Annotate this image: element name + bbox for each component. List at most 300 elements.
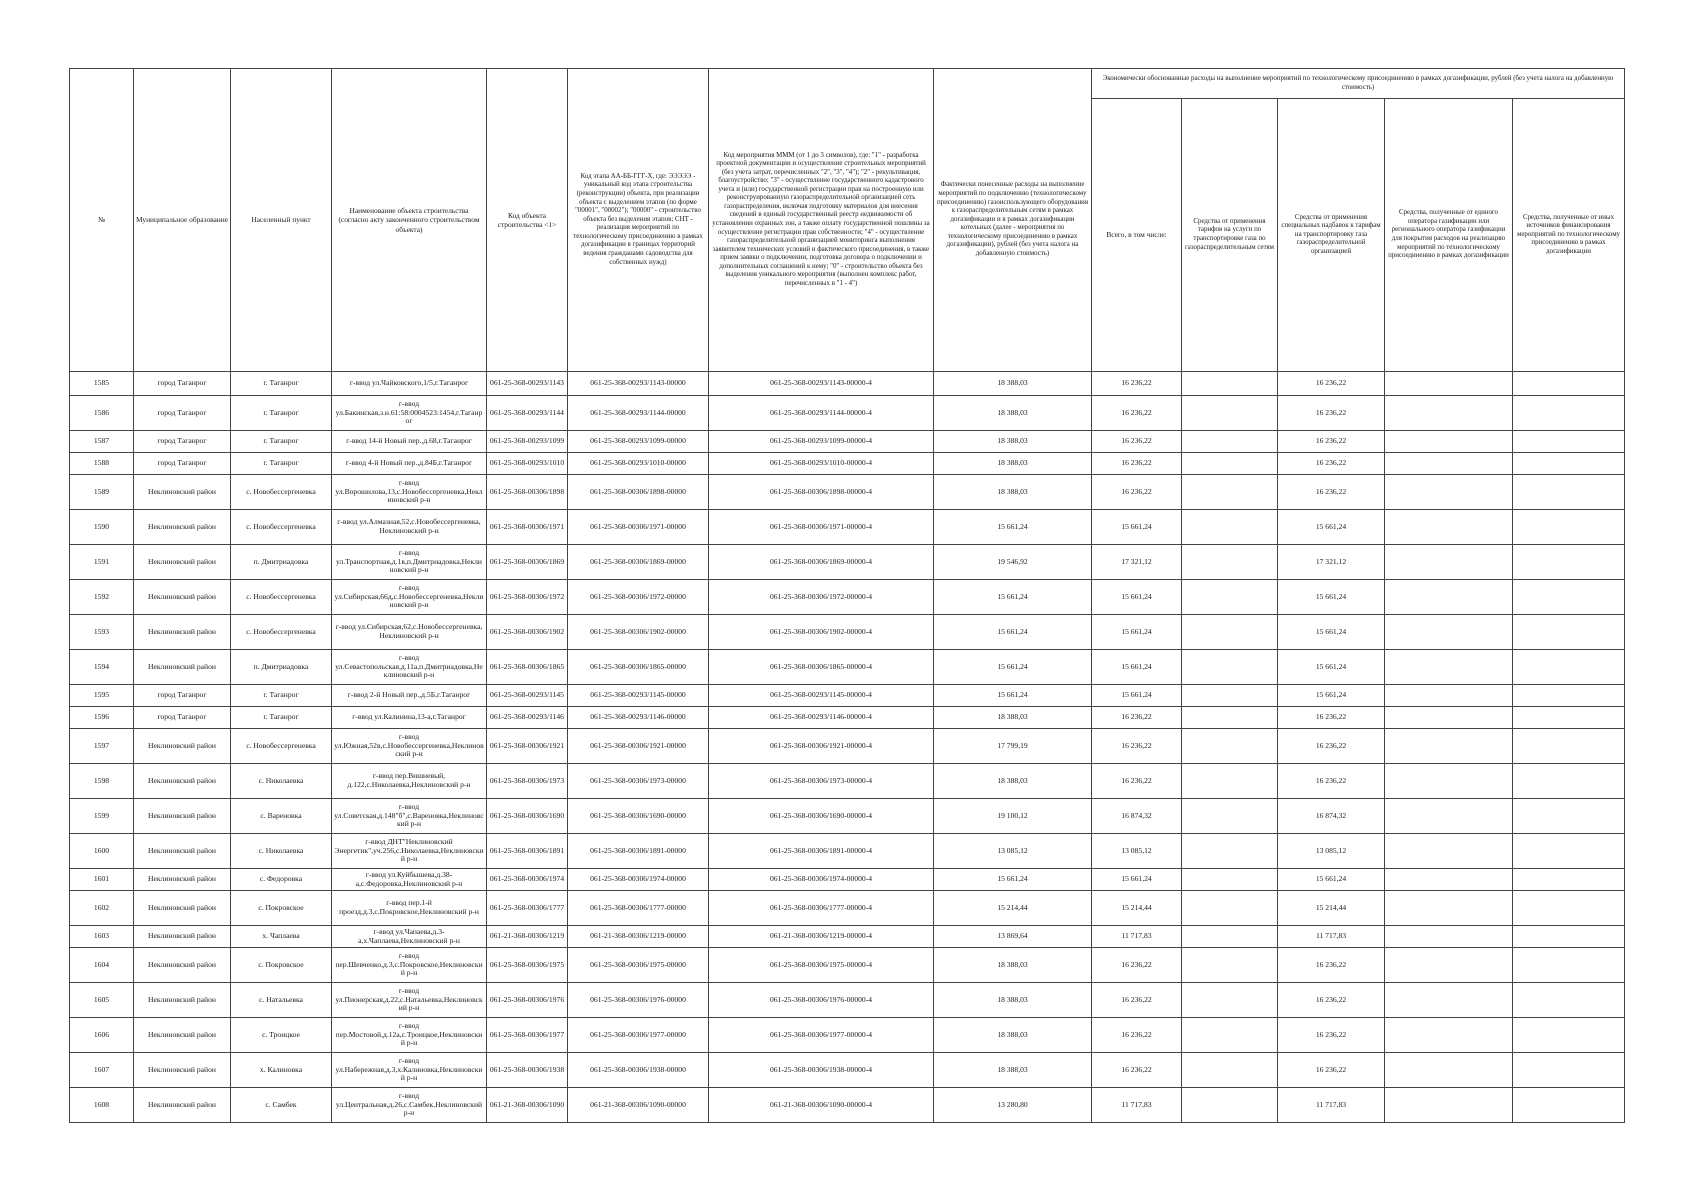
table-row	[70, 707, 1625, 729]
cell-other-funds	[1513, 545, 1625, 580]
cell-operator-funds	[1385, 685, 1513, 707]
cell-total: 16 236,22	[1092, 764, 1182, 799]
cell-stage-code: 061-25-368-00306/1898-00000	[568, 475, 709, 510]
cell-num: 1606	[70, 1018, 134, 1053]
cell-other-funds	[1513, 372, 1625, 396]
cell-surcharge-funds: 16 236,22	[1278, 764, 1385, 799]
cell-municipality: Неклиновский район	[134, 1088, 231, 1123]
cell-other-funds	[1513, 685, 1625, 707]
cell-municipality: Неклиновский район	[134, 1053, 231, 1088]
cell-num: 1591	[70, 545, 134, 580]
cell-actual-costs: 18 388,03	[934, 764, 1092, 799]
cell-activity-code: 061-25-368-00306/1973-00000-4	[709, 764, 934, 799]
cell-operator-funds	[1385, 545, 1513, 580]
cell-num: 1603	[70, 926, 134, 948]
cell-municipality: Неклиновский район	[134, 948, 231, 983]
cell-object-name: г-ввод 14-й Новый пер.,д.68,г.Таганрог	[332, 431, 487, 453]
cell-total: 16 236,22	[1092, 1018, 1182, 1053]
cell-stage-code: 061-25-368-00293/1143-00000	[568, 372, 709, 396]
cell-municipality: Неклиновский район	[134, 615, 231, 650]
table-row	[70, 799, 1625, 834]
cell-settlement: г. Таганрог	[231, 396, 332, 431]
cell-actual-costs: 19 546,92	[934, 545, 1092, 580]
cell-stage-code: 061-25-368-00306/1690-00000	[568, 799, 709, 834]
cell-municipality: город Таганрог	[134, 685, 231, 707]
cell-surcharge-funds: 15 661,24	[1278, 650, 1385, 685]
cell-operator-funds	[1385, 650, 1513, 685]
table-row	[70, 685, 1625, 707]
cell-other-funds	[1513, 983, 1625, 1018]
cell-operator-funds	[1385, 431, 1513, 453]
header-activity-code: Код мероприятия МММ (от 1 до 3 символов), где: "1" - разработка проектной документации и осуществление строительных мероприятий (без учета затрат, перечисленных "2", "3", "4"); "2" - рекультивация, благоустройство; "3" - осуществление государственного кадастрового учета и (или) государственной регистрации прав на построенную или реконструированную газораспределительной организацией сеть газораспределения, включая подготовку материалов для внесения сведений в единый государственный реестр недвижимости об установлении охранных зон, а также оплату государственной пошлины за осуществление регистрации прав собственности; "4" - осуществление газораспределительной организацией мониторинга выполнения заявителем технических условий и фактического присоединения, в также прием заявки о подключении, подготовка договора о подключении и дополнительных соглашений к нему; "0" - строительство объекта без выделения уникального мероприятия (выполнен комплекс работ, перечисленных в "1 - 4")	[709, 69, 934, 372]
cell-municipality: Неклиновский район	[134, 926, 231, 948]
cell-object-code: 061-25-368-00306/1974	[487, 869, 568, 891]
cell-total: 11 717,83	[1092, 1088, 1182, 1123]
cell-stage-code: 061-25-368-00306/1977-00000	[568, 1018, 709, 1053]
cell-activity-code: 061-25-368-00293/1010-00000-4	[709, 453, 934, 475]
cell-actual-costs: 18 388,03	[934, 453, 1092, 475]
cell-operator-funds	[1385, 729, 1513, 764]
cell-tariff-funds	[1182, 510, 1278, 545]
cell-tariff-funds	[1182, 685, 1278, 707]
cell-stage-code: 061-25-368-00306/1971-00000	[568, 510, 709, 545]
cell-actual-costs: 13 280,80	[934, 1088, 1092, 1123]
cell-municipality: Неклиновский район	[134, 1018, 231, 1053]
cell-total: 15 661,24	[1092, 615, 1182, 650]
cell-tariff-funds	[1182, 453, 1278, 475]
cell-stage-code: 061-25-368-00306/1921-00000	[568, 729, 709, 764]
cell-activity-code: 061-25-368-00306/1971-00000-4	[709, 510, 934, 545]
cell-municipality: Неклиновский район	[134, 475, 231, 510]
table-row	[70, 869, 1625, 891]
cell-actual-costs: 15 661,24	[934, 650, 1092, 685]
cell-object-code: 061-25-368-00306/1898	[487, 475, 568, 510]
cell-object-code: 061-25-368-00306/1777	[487, 891, 568, 926]
cell-object-code: 061-25-368-00306/1971	[487, 510, 568, 545]
cell-tariff-funds	[1182, 545, 1278, 580]
cell-settlement: с. Вареновка	[231, 799, 332, 834]
cell-surcharge-funds: 16 236,22	[1278, 707, 1385, 729]
header-tariff-funds: Средства от применения тарифов на услуги по транспортировке газа по газораспределительным сетям	[1182, 99, 1278, 372]
cell-surcharge-funds: 15 661,24	[1278, 580, 1385, 615]
cell-total: 16 236,22	[1092, 372, 1182, 396]
cell-object-name: г-ввод 2-й Новый пер.,д.5Б,г.Таганрог	[332, 685, 487, 707]
table-row	[70, 983, 1625, 1018]
cell-total: 16 236,22	[1092, 396, 1182, 431]
cell-object-code: 061-25-368-00293/1143	[487, 372, 568, 396]
cell-settlement: г. Таганрог	[231, 453, 332, 475]
cell-actual-costs: 18 388,03	[934, 431, 1092, 453]
cell-tariff-funds	[1182, 1053, 1278, 1088]
cell-other-funds	[1513, 510, 1625, 545]
cell-settlement: с. Покровское	[231, 948, 332, 983]
cell-total: 11 717,83	[1092, 926, 1182, 948]
cell-operator-funds	[1385, 372, 1513, 396]
cell-actual-costs: 18 388,03	[934, 372, 1092, 396]
cell-num: 1586	[70, 396, 134, 431]
cell-num: 1601	[70, 869, 134, 891]
table-row	[70, 1018, 1625, 1053]
cell-tariff-funds	[1182, 799, 1278, 834]
cell-actual-costs: 17 799,19	[934, 729, 1092, 764]
cell-operator-funds	[1385, 869, 1513, 891]
cell-surcharge-funds: 16 236,22	[1278, 729, 1385, 764]
cell-operator-funds	[1385, 1053, 1513, 1088]
cell-surcharge-funds: 16 236,22	[1278, 372, 1385, 396]
cell-surcharge-funds: 15 661,24	[1278, 510, 1385, 545]
cell-object-code: 061-25-368-00293/1099	[487, 431, 568, 453]
header-other-funds: Средства, полученные от иных источников финансирования мероприятий по технологическому присоединению в рамках догазификации	[1513, 99, 1625, 372]
cell-activity-code: 061-25-368-00306/1972-00000-4	[709, 580, 934, 615]
cell-stage-code: 061-25-368-00293/1145-00000	[568, 685, 709, 707]
cell-tariff-funds	[1182, 1018, 1278, 1053]
header-operator-funds: Средства, полученные от единого оператора газификации или регионального оператора газификации для покрытия расходов на реализацию мероприятий по технологическому присоединению в рамках догазификации	[1385, 99, 1513, 372]
cell-actual-costs: 18 388,03	[934, 1053, 1092, 1088]
cell-total: 15 661,24	[1092, 580, 1182, 615]
cell-settlement: с. Самбек	[231, 1088, 332, 1123]
table-row	[70, 545, 1625, 580]
cell-other-funds	[1513, 764, 1625, 799]
table-row	[70, 475, 1625, 510]
header-economic-costs: Экономически обоснованные расходы на выполнение мероприятий по технологическому присоединению в рамках догазификации, рублей (без учета налога на добавленную стоимость)	[1092, 69, 1625, 99]
cell-tariff-funds	[1182, 869, 1278, 891]
cell-tariff-funds	[1182, 764, 1278, 799]
cell-activity-code: 061-25-368-00293/1099-00000-4	[709, 431, 934, 453]
cell-surcharge-funds: 16 874,32	[1278, 799, 1385, 834]
table-row	[70, 834, 1625, 869]
cell-surcharge-funds: 11 717,83	[1278, 926, 1385, 948]
cell-object-name: г-ввод ул.Сибирская,66д,с.Новобессергеневка,Неклиновский р-н	[332, 580, 487, 615]
table-row	[70, 372, 1625, 396]
cell-object-code: 061-25-368-00306/1865	[487, 650, 568, 685]
cell-total: 15 661,24	[1092, 510, 1182, 545]
cell-num: 1598	[70, 764, 134, 799]
cell-actual-costs: 15 661,24	[934, 869, 1092, 891]
cell-total: 16 236,22	[1092, 475, 1182, 510]
cell-num: 1596	[70, 707, 134, 729]
cell-other-funds	[1513, 891, 1625, 926]
cell-tariff-funds	[1182, 834, 1278, 869]
cell-operator-funds	[1385, 396, 1513, 431]
cell-total: 17 321,12	[1092, 545, 1182, 580]
cell-num: 1600	[70, 834, 134, 869]
table-header	[70, 69, 1625, 372]
cell-operator-funds	[1385, 983, 1513, 1018]
cell-other-funds	[1513, 926, 1625, 948]
table-row	[70, 650, 1625, 685]
cell-surcharge-funds: 16 236,22	[1278, 1018, 1385, 1053]
cell-other-funds	[1513, 948, 1625, 983]
cell-municipality: Неклиновский район	[134, 799, 231, 834]
cell-actual-costs: 15 661,24	[934, 580, 1092, 615]
cell-surcharge-funds: 16 236,22	[1278, 983, 1385, 1018]
cell-settlement: с. Новобессергеневка	[231, 580, 332, 615]
cell-total: 16 236,22	[1092, 983, 1182, 1018]
cell-activity-code: 061-25-368-00293/1144-00000-4	[709, 396, 934, 431]
cell-stage-code: 061-25-368-00293/1099-00000	[568, 431, 709, 453]
cell-actual-costs: 13 085,12	[934, 834, 1092, 869]
cell-actual-costs: 18 388,03	[934, 1018, 1092, 1053]
cell-actual-costs: 18 388,03	[934, 707, 1092, 729]
table-row	[70, 615, 1625, 650]
cell-tariff-funds	[1182, 580, 1278, 615]
cell-stage-code: 061-25-368-00306/1777-00000	[568, 891, 709, 926]
cell-other-funds	[1513, 869, 1625, 891]
header-object-code: Код объекта строительства <1>	[487, 69, 568, 372]
cell-num: 1605	[70, 983, 134, 1018]
cell-tariff-funds	[1182, 1088, 1278, 1123]
cell-object-name: г-ввод ул.Бакинская,з.н.61:58:0004523:1454,г.Таганрог	[332, 396, 487, 431]
cell-total: 15 214,44	[1092, 891, 1182, 926]
cell-other-funds	[1513, 615, 1625, 650]
cell-tariff-funds	[1182, 926, 1278, 948]
cell-num: 1594	[70, 650, 134, 685]
cell-object-code: 061-25-368-00306/1972	[487, 580, 568, 615]
cell-settlement: с. Покровское	[231, 891, 332, 926]
cell-stage-code: 061-25-368-00306/1973-00000	[568, 764, 709, 799]
cell-object-name: г-ввод 4-й Новый пер.,д.84Б,г.Таганрог	[332, 453, 487, 475]
table-row	[70, 453, 1625, 475]
cell-other-funds	[1513, 799, 1625, 834]
cell-total: 15 661,24	[1092, 685, 1182, 707]
cell-object-code: 061-25-368-00306/1977	[487, 1018, 568, 1053]
cell-municipality: Неклиновский район	[134, 891, 231, 926]
cell-operator-funds	[1385, 615, 1513, 650]
cell-municipality: Неклиновский район	[134, 869, 231, 891]
cell-activity-code: 061-25-368-00306/1869-00000-4	[709, 545, 934, 580]
cell-stage-code: 061-25-368-00306/1976-00000	[568, 983, 709, 1018]
cell-stage-code: 061-25-368-00306/1869-00000	[568, 545, 709, 580]
table-row	[70, 729, 1625, 764]
cell-object-name: г-ввод ул.Ворошилова,13,с.Новобессергеневка,Неклиновский р-н	[332, 475, 487, 510]
cell-operator-funds	[1385, 891, 1513, 926]
cell-settlement: х. Чаплаева	[231, 926, 332, 948]
cell-municipality: Неклиновский район	[134, 580, 231, 615]
table-row	[70, 1088, 1625, 1123]
cell-total: 16 874,32	[1092, 799, 1182, 834]
cell-object-name: г-ввод ул.Южная,52в,с.Новобессергеневка,Неклиновский р-н	[332, 729, 487, 764]
cell-stage-code: 061-25-368-00293/1146-00000	[568, 707, 709, 729]
cell-num: 1593	[70, 615, 134, 650]
cell-object-code: 061-25-368-00306/1976	[487, 983, 568, 1018]
cell-settlement: с. Новобессергеневка	[231, 510, 332, 545]
cell-total: 16 236,22	[1092, 453, 1182, 475]
cell-surcharge-funds: 17 321,12	[1278, 545, 1385, 580]
table-row	[70, 926, 1625, 948]
cell-operator-funds	[1385, 834, 1513, 869]
cell-operator-funds	[1385, 799, 1513, 834]
cell-tariff-funds	[1182, 729, 1278, 764]
cell-object-code: 061-25-368-00293/1145	[487, 685, 568, 707]
cell-total: 16 236,22	[1092, 707, 1182, 729]
cell-tariff-funds	[1182, 891, 1278, 926]
cell-object-name: г-ввод пер.Мостовой,д.12а,с.Троицкое,Неклиновский р-н	[332, 1018, 487, 1053]
cell-municipality: город Таганрог	[134, 707, 231, 729]
cell-num: 1585	[70, 372, 134, 396]
cell-operator-funds	[1385, 764, 1513, 799]
cell-operator-funds	[1385, 1018, 1513, 1053]
cell-object-code: 061-25-368-00306/1921	[487, 729, 568, 764]
table-row	[70, 431, 1625, 453]
cell-num: 1597	[70, 729, 134, 764]
cell-municipality: Неклиновский район	[134, 764, 231, 799]
cell-other-funds	[1513, 1053, 1625, 1088]
cell-object-code: 061-25-368-00306/1891	[487, 834, 568, 869]
cell-surcharge-funds: 16 236,22	[1278, 453, 1385, 475]
cell-object-name: г-ввод ул.Калинина,13-а,г.Таганрог	[332, 707, 487, 729]
cell-total: 16 236,22	[1092, 729, 1182, 764]
cell-tariff-funds	[1182, 396, 1278, 431]
cell-settlement: с. Новобессергеневка	[231, 615, 332, 650]
cell-other-funds	[1513, 431, 1625, 453]
cell-actual-costs: 18 388,03	[934, 948, 1092, 983]
cell-settlement: п. Дмитриадовка	[231, 545, 332, 580]
cell-settlement: п. Дмитриадовка	[231, 650, 332, 685]
cell-stage-code: 061-21-368-00306/1090-00000	[568, 1088, 709, 1123]
cell-other-funds	[1513, 396, 1625, 431]
cell-surcharge-funds: 15 661,24	[1278, 685, 1385, 707]
cell-object-code: 061-25-368-00293/1010	[487, 453, 568, 475]
cell-total: 15 661,24	[1092, 869, 1182, 891]
cell-object-name: г-ввод ул.Алмазная,52,с.Новобессергеневка, Неклиновский р-н	[332, 510, 487, 545]
cell-surcharge-funds: 15 661,24	[1278, 615, 1385, 650]
cell-object-name: г-ввод ул.Транспортная,д.1в,п.Дмитриадовка,Неклиновский р-н	[332, 545, 487, 580]
cell-object-name: г-ввод ул.Советская,д.148"б",с.Вареновка,Неклиновский р-н	[332, 799, 487, 834]
cell-object-code: 061-21-368-00306/1219	[487, 926, 568, 948]
cell-operator-funds	[1385, 475, 1513, 510]
cell-stage-code: 061-25-368-00306/1902-00000	[568, 615, 709, 650]
cell-operator-funds	[1385, 510, 1513, 545]
cell-object-name: г-ввод пер.Шевченко,д.3,с.Покровское,Неклиновский р-н	[332, 948, 487, 983]
cell-actual-costs: 15 661,24	[934, 510, 1092, 545]
table-row	[70, 948, 1625, 983]
cell-object-name: г-ввод ул.Пионерская,д.22,с.Натальевка,Неклиновский р-н	[332, 983, 487, 1018]
cell-surcharge-funds: 16 236,22	[1278, 948, 1385, 983]
cell-settlement: с. Новобессергеневка	[231, 729, 332, 764]
cell-actual-costs: 15 661,24	[934, 685, 1092, 707]
cell-activity-code: 061-21-368-00306/1090-00000-4	[709, 1088, 934, 1123]
table-row	[70, 891, 1625, 926]
cell-surcharge-funds: 16 236,22	[1278, 431, 1385, 453]
header-settlement: Населенный пункт	[231, 69, 332, 372]
cell-object-name: г-ввод пер.Вишневый, д.122,с.Николаевка,Неклиновский р-н	[332, 764, 487, 799]
cell-activity-code: 061-25-368-00306/1974-00000-4	[709, 869, 934, 891]
header-actual-costs: Фактически понесенные расходы на выполнение мероприятий по подключению (технологическому присоединению) газоиспользующего оборудования к газораспределительным сетям в рамках догазификации и в рамках догазификации котельных (далее - мероприятия по технологическому присоединению в рамках догазификации), рублей (без учета налога на добавленную стоимость)	[934, 69, 1092, 372]
cell-other-funds	[1513, 707, 1625, 729]
cell-municipality: Неклиновский район	[134, 510, 231, 545]
cell-other-funds	[1513, 729, 1625, 764]
cell-surcharge-funds: 16 236,22	[1278, 1053, 1385, 1088]
cell-surcharge-funds: 16 236,22	[1278, 475, 1385, 510]
cell-total: 16 236,22	[1092, 1053, 1182, 1088]
cell-tariff-funds	[1182, 372, 1278, 396]
cell-tariff-funds	[1182, 983, 1278, 1018]
cell-total: 13 085,12	[1092, 834, 1182, 869]
cell-object-name: г-ввод ул.Набережная,д.3,х.Калиновка,Неклиновский р-н	[332, 1053, 487, 1088]
cell-actual-costs: 13 869,64	[934, 926, 1092, 948]
gas-connection-costs-table	[69, 68, 1625, 1123]
cell-object-name: г-ввод ул.Куйбышева,д.38-а,с.Федоровка,Неклиновский р-н	[332, 869, 487, 891]
cell-other-funds	[1513, 834, 1625, 869]
cell-num: 1602	[70, 891, 134, 926]
cell-municipality: Неклиновский район	[134, 545, 231, 580]
cell-num: 1589	[70, 475, 134, 510]
cell-object-name: г-ввод ДНТ"Неклиновский Энергетик",уч.256,с.Николаевка,Неклиновский р-н	[332, 834, 487, 869]
cell-tariff-funds	[1182, 431, 1278, 453]
header-stage-code: Код этапа АА-ББ-ГГГ-Х, где: ЭЭЭЭЭ - уникальный код этапа строительства (реконструкции) объекта, при реализации объекта с выделением этапов (по форме "00001", "00002"); "00000" - строительство объекта без выделения этапов; СНТ - реализация мероприятий по технологическому присоединению в рамках догазификации в границах территорий ведения гражданами садоводства для собственных нужд)	[568, 69, 709, 372]
cell-object-code: 061-25-368-00306/1975	[487, 948, 568, 983]
cell-num: 1599	[70, 799, 134, 834]
cell-tariff-funds	[1182, 948, 1278, 983]
cell-municipality: Неклиновский район	[134, 650, 231, 685]
cell-num: 1588	[70, 453, 134, 475]
cell-activity-code: 061-25-368-00306/1898-00000-4	[709, 475, 934, 510]
cell-object-code: 061-25-368-00293/1146	[487, 707, 568, 729]
cell-surcharge-funds: 15 661,24	[1278, 869, 1385, 891]
header-object-name: Наименование объекта строительства (согласно акту законченного строительством объекта)	[332, 69, 487, 372]
cell-object-name: г-ввод ул.Сибирская,62,с.Новобессергеневка, Неклиновский р-н	[332, 615, 487, 650]
cell-activity-code: 061-21-368-00306/1219-00000-4	[709, 926, 934, 948]
cell-object-name: г-ввод пер.1-й проезд,д.3,с.Покровское,Неклиновский р-н	[332, 891, 487, 926]
cell-municipality: город Таганрог	[134, 396, 231, 431]
cell-activity-code: 061-25-368-00293/1145-00000-4	[709, 685, 934, 707]
header-surcharge-funds: Средства от применения специальных надбавок к тарифам на транспортировку газа газораспределительной организацией	[1278, 99, 1385, 372]
header-total: Всего, в том числе:	[1092, 99, 1182, 372]
cell-activity-code: 061-25-368-00306/1977-00000-4	[709, 1018, 934, 1053]
cell-surcharge-funds: 15 214,44	[1278, 891, 1385, 926]
cell-actual-costs: 15 661,24	[934, 615, 1092, 650]
cell-settlement: с. Николаевка	[231, 834, 332, 869]
cell-operator-funds	[1385, 948, 1513, 983]
cell-settlement: с. Натальевка	[231, 983, 332, 1018]
cell-activity-code: 061-25-368-00306/1902-00000-4	[709, 615, 934, 650]
cell-object-code: 061-25-368-00306/1869	[487, 545, 568, 580]
cell-activity-code: 061-25-368-00306/1976-00000-4	[709, 983, 934, 1018]
cell-object-code: 061-21-368-00306/1090	[487, 1088, 568, 1123]
cell-activity-code: 061-25-368-00293/1146-00000-4	[709, 707, 934, 729]
cell-activity-code: 061-25-368-00306/1975-00000-4	[709, 948, 934, 983]
table-row	[70, 580, 1625, 615]
cell-actual-costs: 19 100,12	[934, 799, 1092, 834]
cell-other-funds	[1513, 453, 1625, 475]
cell-activity-code: 061-25-368-00306/1938-00000-4	[709, 1053, 934, 1088]
cell-stage-code: 061-25-368-00306/1865-00000	[568, 650, 709, 685]
cell-activity-code: 061-25-368-00306/1865-00000-4	[709, 650, 934, 685]
cell-stage-code: 061-25-368-00306/1938-00000	[568, 1053, 709, 1088]
cell-other-funds	[1513, 1018, 1625, 1053]
cell-num: 1604	[70, 948, 134, 983]
cell-object-name: г-ввод ул.Чайковского,1/5,г.Таганрог	[332, 372, 487, 396]
cell-object-code: 061-25-368-00306/1902	[487, 615, 568, 650]
cell-settlement: х. Калиновка	[231, 1053, 332, 1088]
cell-num: 1595	[70, 685, 134, 707]
cell-municipality: город Таганрог	[134, 431, 231, 453]
table-row	[70, 764, 1625, 799]
cell-stage-code: 061-25-368-00293/1144-00000	[568, 396, 709, 431]
cell-total: 15 661,24	[1092, 650, 1182, 685]
cell-stage-code: 061-25-368-00306/1891-00000	[568, 834, 709, 869]
cell-num: 1587	[70, 431, 134, 453]
cell-stage-code: 061-25-368-00293/1010-00000	[568, 453, 709, 475]
cell-other-funds	[1513, 650, 1625, 685]
cell-operator-funds	[1385, 707, 1513, 729]
cell-settlement: г. Таганрог	[231, 431, 332, 453]
header-num: №	[70, 69, 134, 372]
cell-operator-funds	[1385, 926, 1513, 948]
cell-settlement: с. Троицкое	[231, 1018, 332, 1053]
cell-object-name: г-ввод ул.Центральная,д.26,с.Самбек,Неклиновский р-н	[332, 1088, 487, 1123]
cell-settlement: с. Новобессергеневка	[231, 475, 332, 510]
